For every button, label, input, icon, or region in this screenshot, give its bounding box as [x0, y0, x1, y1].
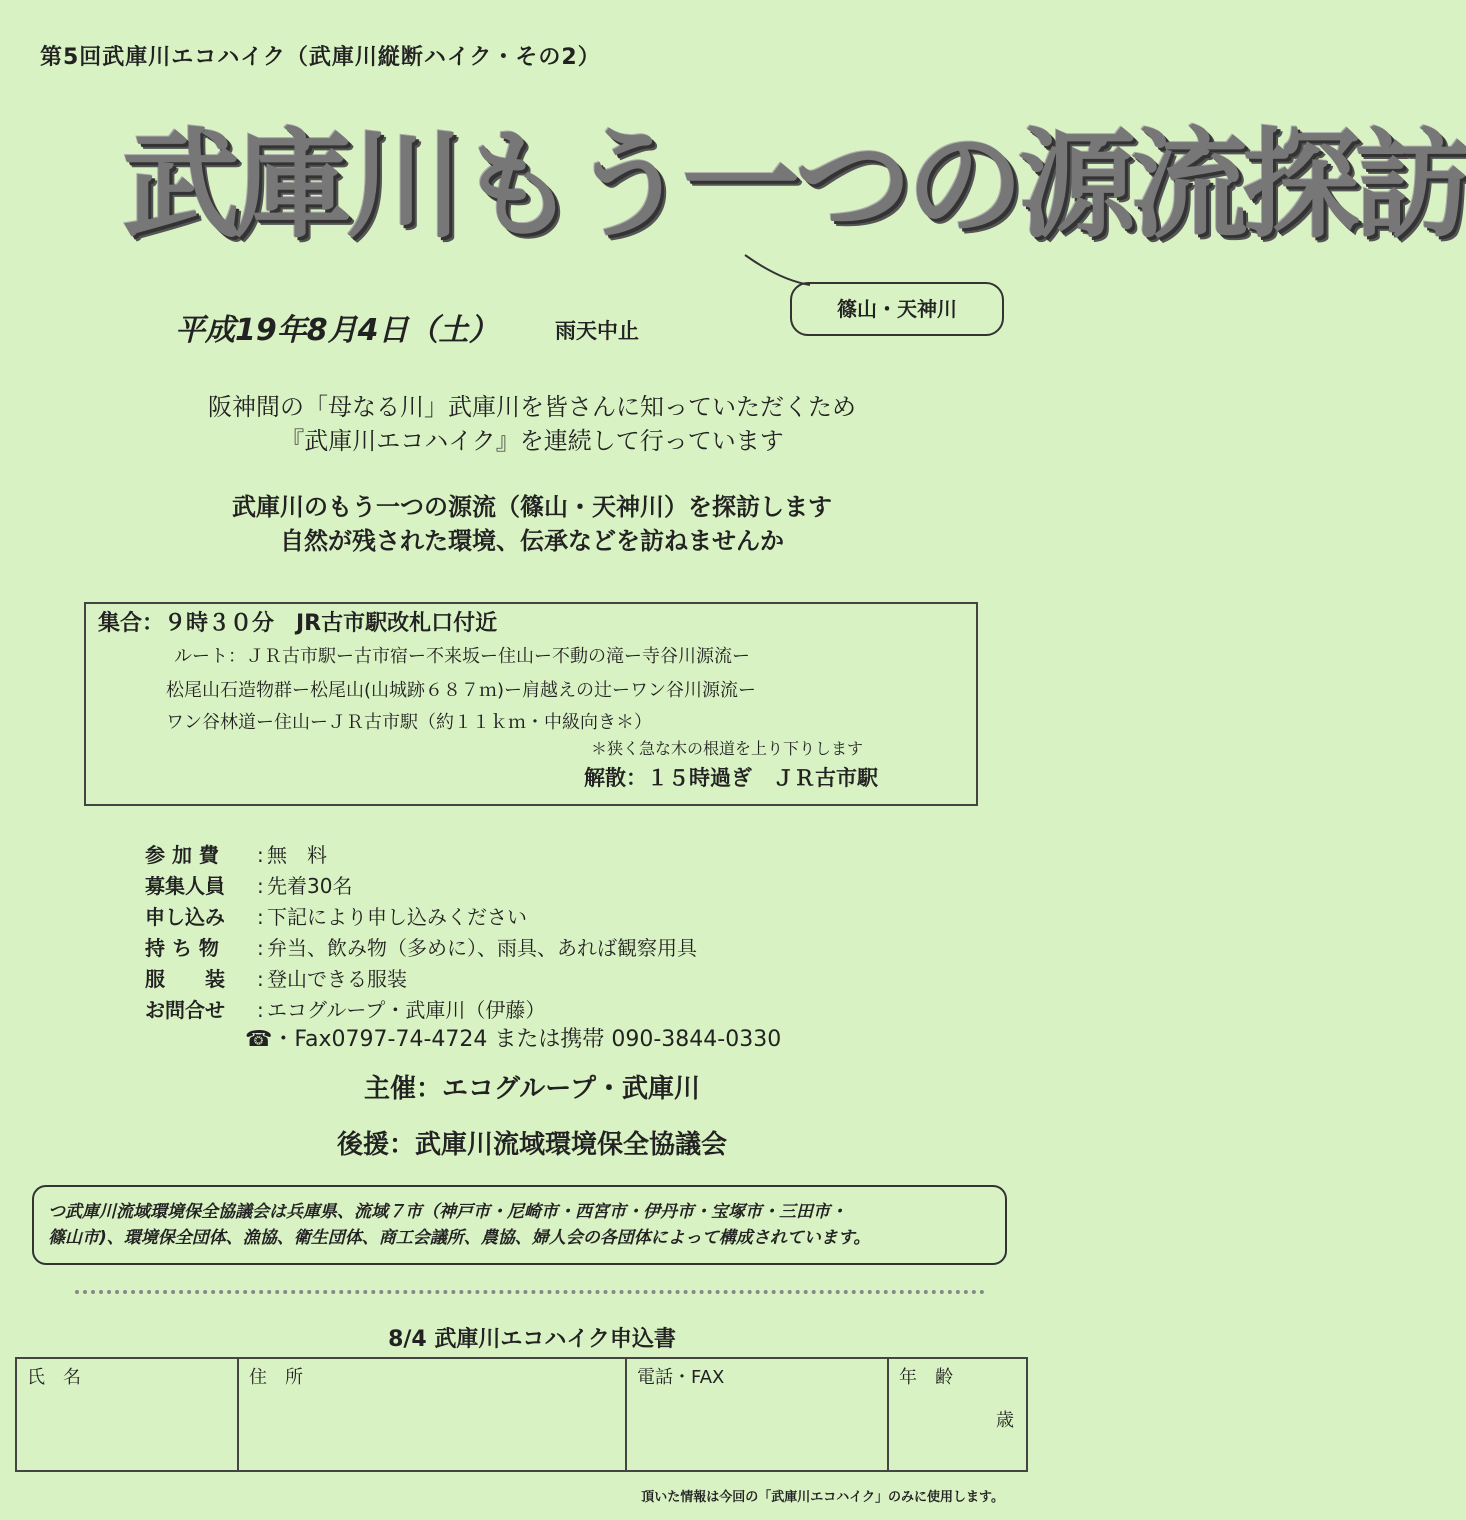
series-title: 第5回武庫川エコハイク（武庫川縦断ハイク・その2）	[40, 45, 601, 70]
detail-label: お問合せ	[145, 998, 225, 1022]
phone-field[interactable]	[626, 1358, 888, 1471]
council-note-line: 篠山市)、環境保全団体、漁協、衛生団体、商工会議所、農協、婦人会の各団体によって構成されています。	[48, 1228, 871, 1248]
contact-phone: ☎・Fax0797-74-4724 または携帯 090-3844-0330	[245, 1027, 782, 1052]
intro-line: 武庫川のもう一つの源流（篠山・天神川）を探訪します	[232, 493, 832, 521]
detail-label: 募集人員	[145, 874, 225, 898]
age-field[interactable]	[888, 1358, 1027, 1471]
address-field[interactable]	[238, 1358, 626, 1471]
detail-value: 先着30名	[267, 874, 353, 898]
route-line: ワン谷林道ー住山ーＪＲ古市駅（約１１ｋｍ・中級向き＊）	[166, 712, 652, 733]
detail-value: 弁当、飲み物（多めに）、雨具、あれば観察用具	[267, 936, 697, 960]
route-box	[84, 602, 978, 806]
detail-value: 登山できる服装	[267, 967, 407, 991]
detail-row-apply: 申し込み : 下記により申し込みください	[145, 902, 697, 933]
detail-row-clothing: 服 装 : 登山できる服装	[145, 964, 697, 995]
cut-line	[75, 1290, 985, 1294]
council-note	[32, 1185, 1007, 1265]
phone-label: 電話・FAX	[637, 1367, 725, 1388]
council-note-line: つ武庫川流域環境保全協議会は兵庫県、流域７市（神戸市・尼崎市・西宮市・伊丹市・宝塚市・三田市・	[48, 1202, 847, 1222]
detail-value: エコグループ・武庫川（伊藤）	[267, 998, 546, 1022]
rain-note: 雨天中止	[555, 319, 639, 343]
route-line: 松尾山石造物群ー松尾山(山城跡６８７ｍ)ー肩越えの辻ーワン谷川源流ー	[166, 680, 757, 701]
privacy-note: 頂いた情報は今回の「武庫川エコハイク」のみに使用します。	[641, 1490, 1004, 1505]
intro-line: 自然が残された環境、伝承などを訪ねませんか	[280, 527, 784, 555]
detail-label: 服 装	[145, 967, 225, 991]
main-title: 武庫川もう一つの源流探訪	[122, 115, 1466, 254]
detail-label: 持 ち 物	[145, 936, 219, 960]
route-note: ＊狭く急な木の根道を上り下りします	[591, 739, 864, 758]
intro-line: 阪神間の「母なる川」武庫川を皆さんに知っていただくため	[208, 393, 856, 421]
dismiss-info: 解散：１５時過ぎ ＪＲ古市駅	[584, 766, 878, 790]
detail-row-capacity: 募集人員 : 先着30名	[145, 871, 697, 902]
meet-info: 集合：９時３０分 JR古市駅改札口付近	[98, 611, 498, 636]
detail-row-contact: お問合せ : エコグループ・武庫川（伊藤）	[145, 995, 697, 1026]
intro-paragraph-2	[0, 490, 1064, 558]
intro-line: 『武庫川エコハイク』を連続して行っています	[280, 427, 784, 455]
route-line: ルート：ＪＲ古市駅ー古市宿ー不来坂ー住山ー不動の滝ー寺谷川源流ー	[174, 646, 750, 667]
intro-paragraph-1	[0, 390, 1064, 458]
name-field[interactable]	[16, 1358, 238, 1471]
form-title: 8/4 武庫川エコハイク申込書	[388, 1327, 676, 1352]
organizer: 主催：エコグループ・武庫川	[364, 1074, 700, 1104]
subtitle-bubble: 篠山・天神川	[790, 282, 1004, 336]
name-label: 氏 名	[27, 1367, 81, 1388]
application-form	[15, 1357, 1028, 1472]
age-label: 年 齢	[899, 1367, 953, 1388]
event-date: 平成19年8月4日（土）	[175, 313, 499, 348]
detail-row-fee: 参 加 費 : 無 料	[145, 840, 697, 871]
address-label: 住 所	[249, 1367, 303, 1388]
supporter: 後援：武庫川流域環境保全協議会	[336, 1130, 727, 1160]
detail-value: 無 料	[267, 843, 327, 867]
detail-label: 申し込み	[145, 905, 225, 929]
age-unit: 歳	[996, 1410, 1014, 1431]
event-details	[145, 840, 697, 1026]
detail-row-items: 持 ち 物 : 弁当、飲み物（多めに）、雨具、あれば観察用具	[145, 933, 697, 964]
detail-label: 参 加 費	[145, 843, 219, 867]
detail-value: 下記により申し込みください	[267, 905, 527, 929]
